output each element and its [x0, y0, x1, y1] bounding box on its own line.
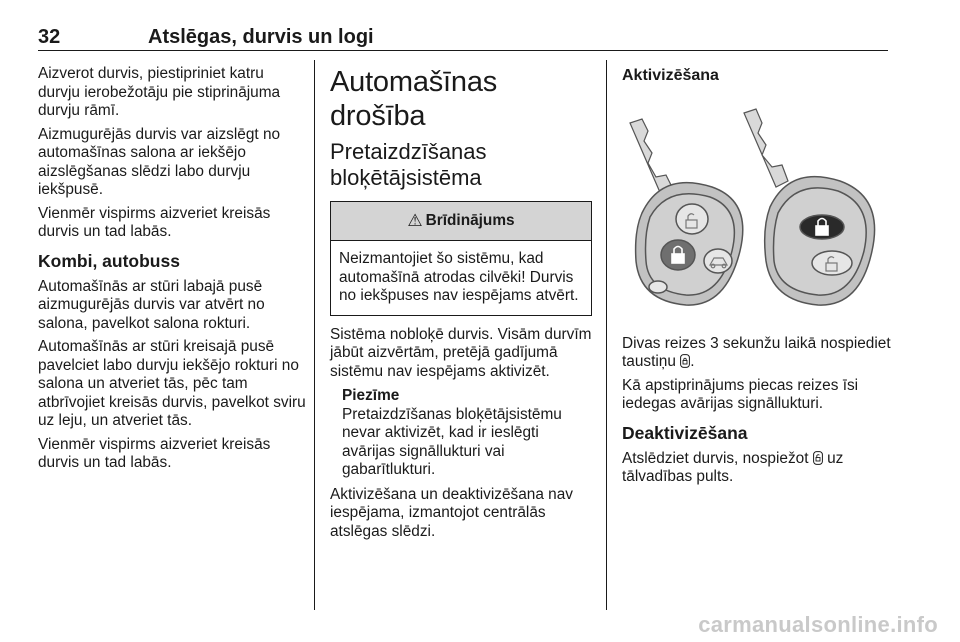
paragraph [622, 335, 892, 372]
paragraph-text: Divas reizes 3 sekunžu laikā nospiediet taustiņu [622, 334, 891, 370]
column-divider-1 [314, 60, 315, 610]
note-box [342, 387, 592, 480]
paragraph-text: Atslēdziet durvis, nospiežot [622, 449, 809, 467]
paragraph: Kā apstiprinājums piecas reizes īsi iedegas avārijas signāllukturi. [622, 376, 859, 412]
paragraph: Aizmugurējās durvis var aizslēgt no automašīnas salona ar iekšējo aizslēgšanas slēdzi labo durvju iekšpusē. [38, 125, 281, 198]
warning-triangle-icon: ⚠ [407, 210, 423, 230]
paragraph: Sistēma nobloķē durvis. Visām durvīm jābūt aizvērtām, pretējā gadījumā sistēmu nav iespējams aktivizēt. [330, 325, 592, 380]
paragraph [622, 450, 892, 487]
column-3 [622, 65, 892, 492]
warning-text: Neizmantojiet šo sistēmu, kad automašīnā atrodas cilvēki! Durvis no iekšpuses nav iespējams atvērt. [339, 250, 579, 304]
column-divider-2 [606, 60, 607, 610]
section-title: Automašīnas drošība [330, 66, 498, 132]
chapter-title: Atslēgas, durvis un logi [148, 26, 374, 48]
paragraph: Vienmēr vispirms aizveriet kreisās durvis un tad labās. [38, 435, 271, 471]
unlock-button-icon [813, 451, 823, 465]
paragraph: Automašīnās ar stūri kreisajā pusē pavelciet labo durvju iekšējo rokturi no salona un atveriet tās, pēc tam atbrīvojiet kreisās durvis, pavelkot sviru uz leju, un atveriet tās. [38, 338, 306, 429]
note-text: Pretaizdzīšanas bloķētājsistēmu nevar aktivizēt, kad ir ieslēgti avārijas signāllukturi vai gabarītlukturi. [342, 405, 562, 478]
paragraph: Automašīnās ar stūri labajā pusē aizmugurējās durvis var atvērt no salona, pavelkot salona rokturi. [38, 277, 265, 332]
section-heading: Aktivizēšana [622, 67, 719, 84]
remote-key-illustration [622, 101, 892, 317]
remote-key-right [765, 177, 875, 305]
section-heading: Kombi, autobuss [38, 250, 180, 271]
column-2 [330, 65, 592, 546]
column-1 [38, 65, 308, 478]
page-number: 32 [38, 26, 61, 48]
warning-header [331, 202, 591, 241]
section-heading: Deaktivizēšana [622, 422, 748, 443]
paragraph: Aktivizēšana un deaktivizēšana nav iespējama, izmantojot centrālās atslēgas slēdzi. [330, 485, 573, 540]
paragraph-text: uz tālvadības pults. [622, 449, 844, 485]
note-title: Piezīme [342, 387, 400, 404]
lock-button-icon [680, 354, 690, 368]
warning-title: Brīdinājums [425, 211, 515, 229]
page-header [38, 24, 888, 51]
warning-box [330, 201, 592, 316]
paragraph-text: . [690, 353, 695, 370]
paragraph: Aizverot durvis, piestipriniet katru durvju ierobežotāju pie stiprinājuma durvju rāmī. [38, 65, 281, 119]
paragraph: Vienmēr vispirms aizveriet kreisās durvis un tad labās. [38, 204, 271, 240]
subsection-title: Pretaizdzīšanas bloķētājsistēma [330, 139, 487, 190]
watermark: carmanualsonline.info [698, 612, 938, 637]
